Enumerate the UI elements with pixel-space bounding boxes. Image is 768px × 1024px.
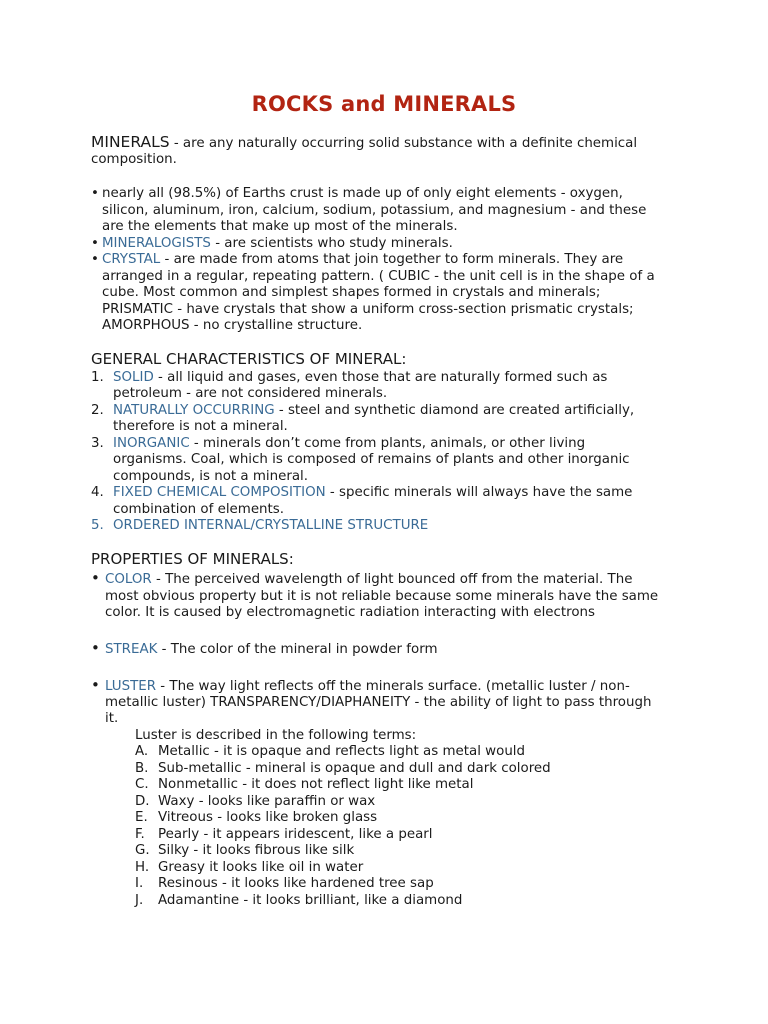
properties-heading: PROPERTIES OF MINERALS: (91, 550, 294, 568)
luster-line-2: metallic luster) TRANSPARENCY/DIAPHANEITY - the ability of light to pass through (105, 695, 652, 710)
general-item-2-line-2: therefore is not a mineral. (113, 419, 288, 434)
bullet-1-line-2: silicon, aluminum, iron, calcium, sodium, potassium, and magnesium - and these (102, 203, 647, 218)
color-line-1 (105, 571, 632, 588)
general-item-1-line-2: petroleum - are not considered minerals. (113, 386, 388, 401)
luster-term-letter: D. (135, 794, 150, 809)
general-item-1-line-1 (113, 369, 607, 386)
page-title: ROCKS and MINERALS (251, 92, 517, 116)
luster-term-letter: I. (135, 876, 144, 891)
bullet-3-line-3: cube. Most common and simplest shapes formed in crystals and minerals; (102, 285, 601, 300)
general-item-3-line-1 (113, 435, 585, 452)
keyword-color: COLOR (105, 572, 152, 587)
bullet-marker: • (91, 569, 100, 587)
keyword-luster: LUSTER (105, 679, 157, 694)
general-item-3-line-3: compounds, is not a mineral. (113, 469, 309, 484)
general-num-2: 2. (91, 403, 104, 418)
bullet-marker: • (91, 236, 99, 251)
luster-intro: Luster is described in the following terms: (135, 728, 417, 743)
general-heading: GENERAL CHARACTERISTICS OF MINERAL: (91, 350, 407, 368)
luster-term-letter: E. (135, 810, 148, 825)
keyword-mineralogists: MINERALOGISTS (102, 236, 211, 251)
keyword-solid: SOLID (113, 370, 154, 385)
general-item-3-text: - minerals don’t come from plants, animals, or other living (189, 436, 586, 451)
bullet-marker: • (91, 639, 100, 657)
luster-term-letter: H. (135, 860, 150, 875)
bullet-3-line-2: arranged in a regular, repeating pattern. ( CUBIC - the unit cell is in the shape of a (102, 269, 655, 284)
luster-term-text: Resinous - it looks like hardened tree sap (158, 876, 434, 891)
luster-term-text: Greasy it looks like oil in water (158, 860, 364, 875)
luster-term-letter: A. (135, 744, 149, 759)
keyword-naturally-occurring: NATURALLY OCCURRING (113, 403, 275, 418)
keyword-crystal: CRYSTAL (102, 252, 161, 267)
keyword-fixed-chemical-composition: FIXED CHEMICAL COMPOSITION (113, 485, 326, 500)
keyword-inorganic: INORGANIC (113, 436, 190, 451)
luster-term-text: Nonmetallic - it does not reflect light like metal (158, 777, 474, 792)
luster-text-1: - The way light reflects off the minerals surface. (metallic luster / non- (156, 679, 630, 694)
general-item-2-text: - steel and synthetic diamond are created artificially, (274, 403, 635, 418)
color-line-3: color. It is caused by electromagnetic radiation interacting with electrons (105, 605, 596, 620)
luster-term-text: Vitreous - looks like broken glass (158, 810, 378, 825)
luster-term-text: Metallic - it is opaque and reflects light as metal would (158, 744, 526, 759)
luster-term-text: Pearly - it appears iridescent, like a pearl (158, 827, 433, 842)
luster-line-1 (105, 678, 630, 695)
bullet-1-line-1: nearly all (98.5%) of Earths crust is made up of only eight elements - oxygen, (102, 186, 623, 201)
bullet-3-line-5: AMORPHOUS - no crystalline structure. (102, 318, 363, 333)
intro-text-1: - are any naturally occurring solid substance with a definite chemical (169, 136, 638, 151)
keyword-ordered-structure: ORDERED INTERNAL/CRYSTALLINE STRUCTURE (113, 518, 429, 533)
general-item-4-line-1 (113, 484, 632, 501)
intro-line-1 (91, 134, 637, 152)
luster-term-text: Adamantine - it looks brilliant, like a diamond (158, 893, 463, 908)
streak-text: - The color of the mineral in powder form (157, 642, 438, 657)
streak-line (105, 641, 438, 658)
bullet-marker: • (91, 186, 99, 201)
bullet-3-text-1: - are made from atoms that join together to form minerals. They are (160, 252, 624, 267)
general-item-2-line-1 (113, 402, 634, 419)
general-item-4-text: - specific minerals will always have the same (325, 485, 633, 500)
general-item-1-text: - all liquid and gases, even those that are naturally formed such as (153, 370, 608, 385)
luster-term-letter: B. (135, 761, 149, 776)
color-text-1: - The perceived wavelength of light bounced off from the material. The (151, 572, 633, 587)
general-num-4: 4. (91, 485, 104, 500)
general-num-1: 1. (91, 370, 104, 385)
bullet-marker: • (91, 252, 99, 267)
bullet-marker: • (91, 676, 100, 694)
general-item-3-line-2: organisms. Coal, which is composed of remains of plants and other inorganic (113, 452, 630, 467)
bullet-3-line-4: PRISMATIC - have crystals that show a uniform cross-section prismatic crystals; (102, 302, 634, 317)
luster-line-3: it. (105, 711, 119, 726)
keyword-streak: STREAK (105, 642, 158, 657)
luster-term-text: Sub-metallic - mineral is opaque and dull and dark colored (158, 761, 551, 776)
general-num-5: 5. (91, 518, 104, 533)
bullet-2-line (102, 235, 453, 252)
intro-text-2: composition. (91, 152, 177, 167)
bullet-1-line-3: are the elements that make up most of the minerals. (102, 219, 458, 234)
color-line-2: most obvious property but it is not reliable because some minerals have the same (105, 589, 659, 604)
luster-term-letter: C. (135, 777, 149, 792)
luster-term-letter: J. (135, 893, 144, 908)
bullet-3-line-1 (102, 251, 623, 268)
luster-term-text: Waxy - looks like paraffin or wax (158, 794, 376, 809)
general-num-3: 3. (91, 436, 104, 451)
luster-term-letter: F. (135, 827, 145, 842)
luster-term-text: Silky - it looks fibrous like silk (158, 843, 355, 858)
intro-term: MINERALS (91, 133, 170, 151)
bullet-2-text: - are scientists who study minerals. (210, 236, 453, 251)
general-item-4-line-2: combination of elements. (113, 502, 285, 517)
luster-term-letter: G. (135, 843, 150, 858)
